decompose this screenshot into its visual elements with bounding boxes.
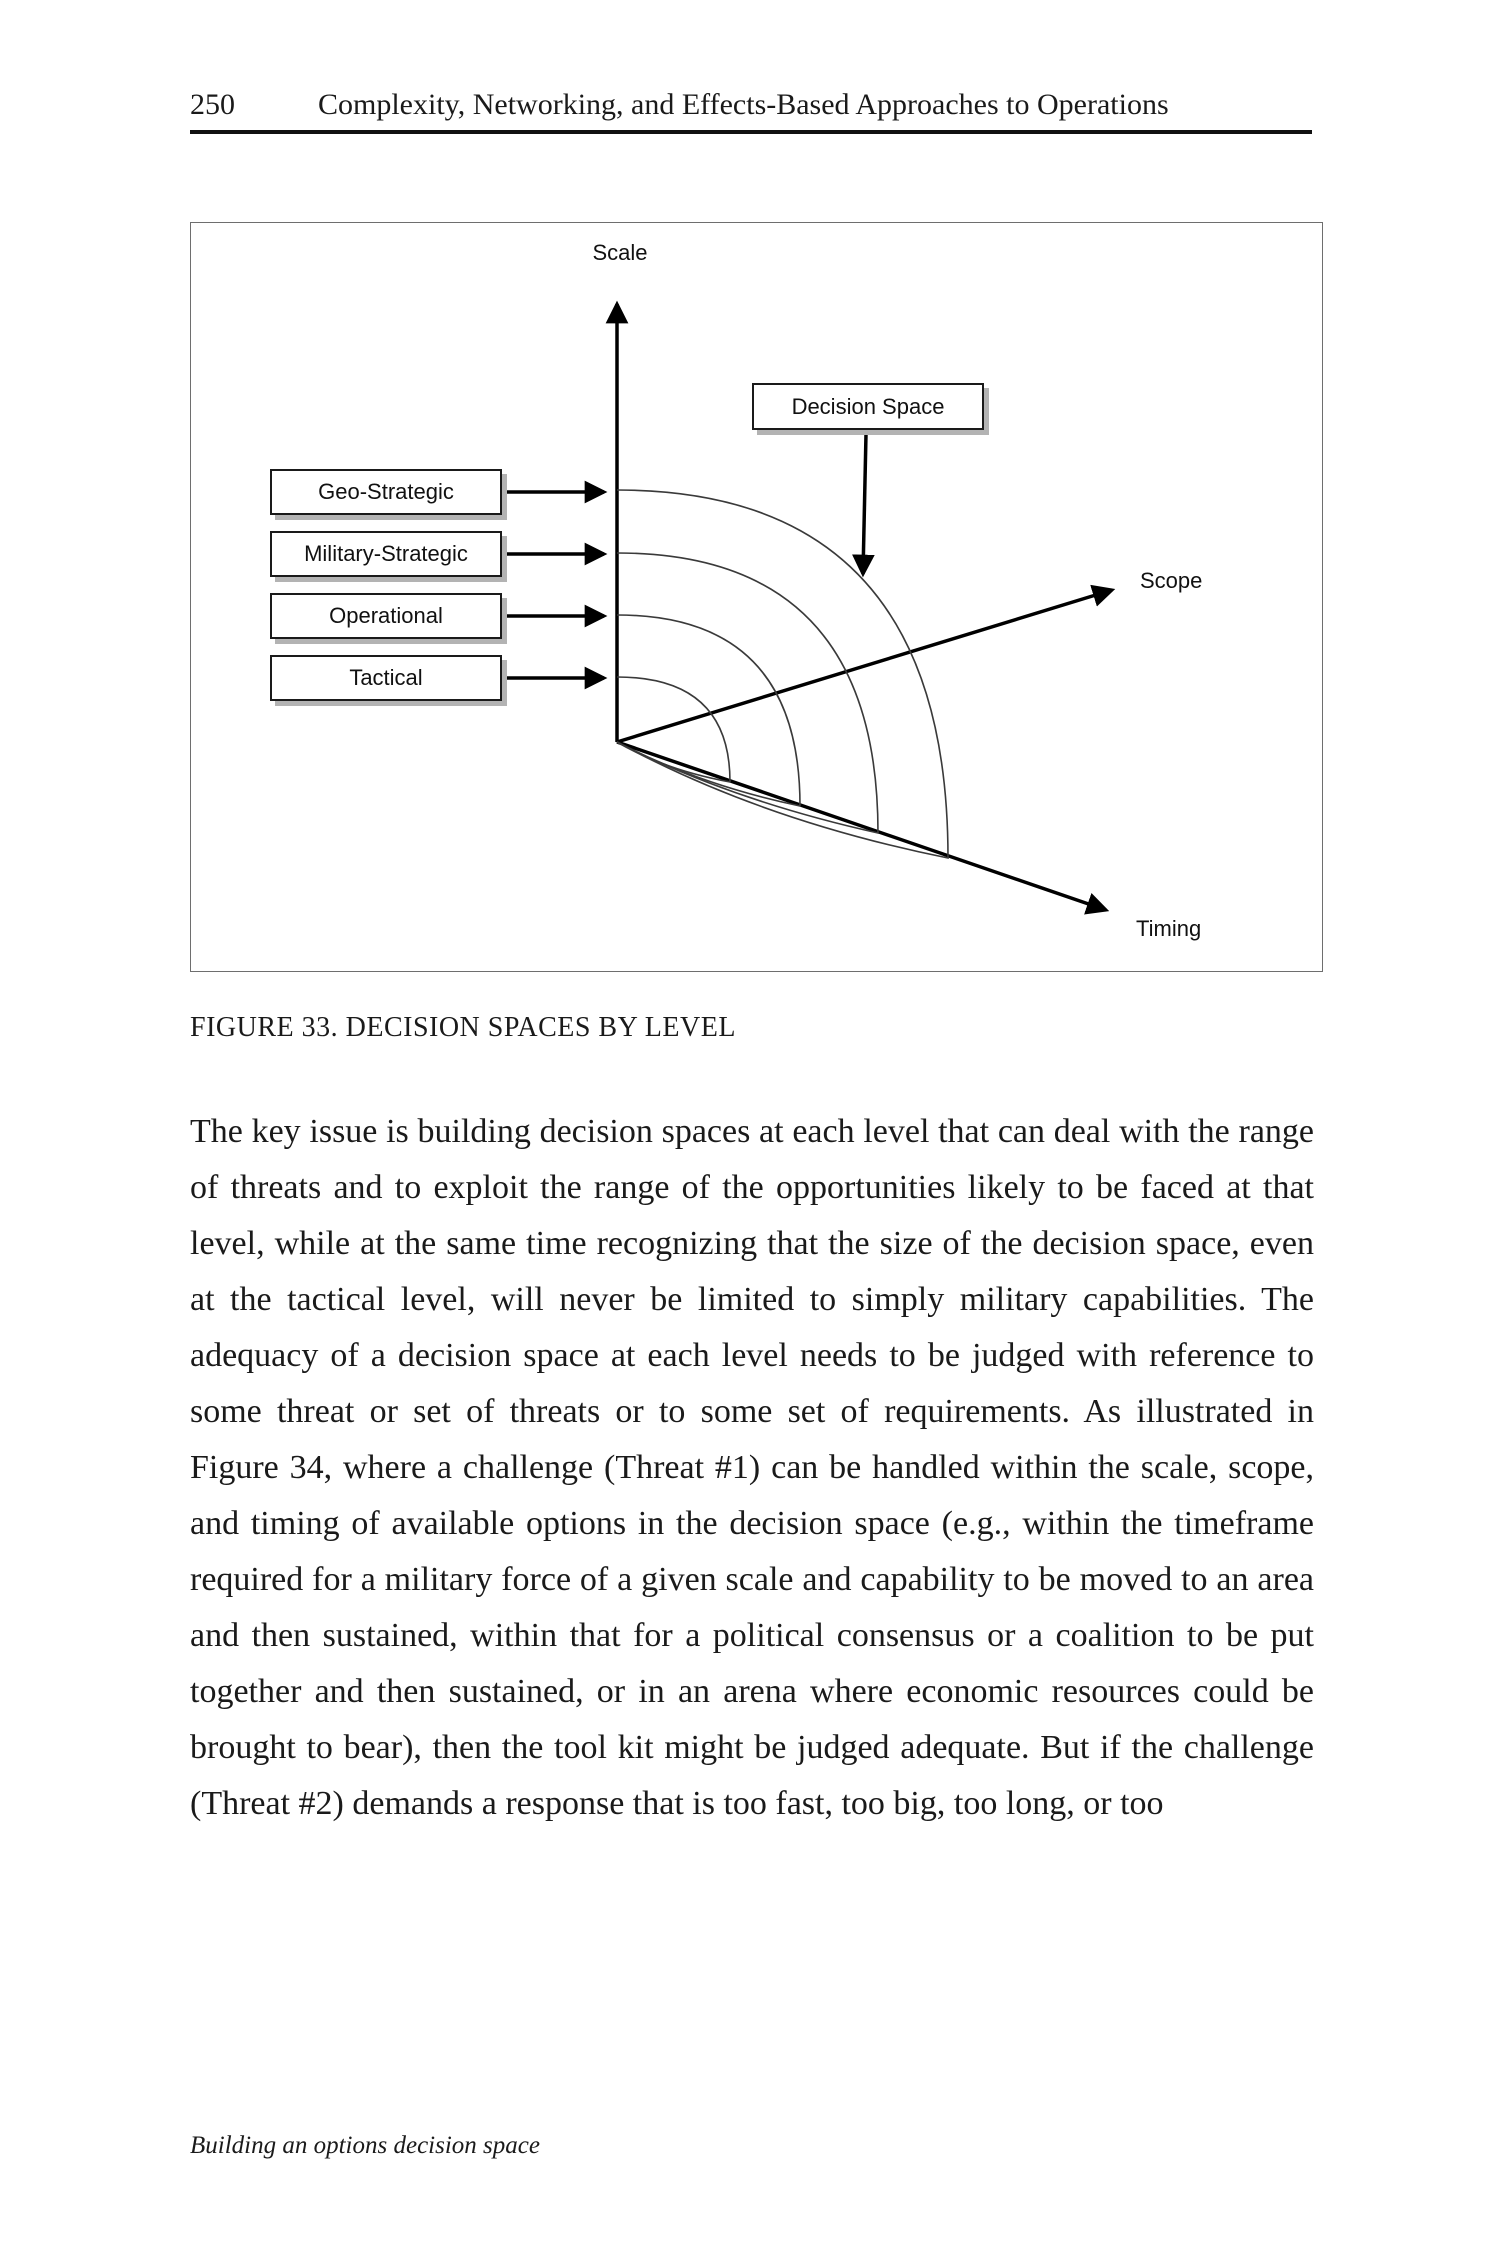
- level-box-operational: [270, 593, 502, 639]
- page-number: 250: [190, 88, 235, 121]
- decision-space-box: [752, 383, 984, 430]
- running-header-title: Complexity, Networking, and Effects-Based Approaches to Operations: [318, 88, 1169, 121]
- footer-running-note: Building an options decision space: [190, 2132, 540, 2159]
- level-label: Operational: [329, 603, 443, 628]
- timing-axis: [617, 742, 1106, 910]
- level-box-tactical: [270, 655, 502, 701]
- timing-axis-label: Timing: [1136, 916, 1202, 941]
- level-box-military-strategic: [270, 531, 502, 577]
- scale-axis-label: Scale: [592, 240, 648, 265]
- decision-shell-tactical: [617, 677, 730, 782]
- level-box-geo-strategic: [270, 469, 502, 515]
- decision-shell-military-strategic: [617, 553, 878, 833]
- level-label: Tactical: [349, 665, 423, 690]
- decision-space-label: Decision Space: [791, 393, 945, 419]
- decision-space-arrow: [863, 434, 866, 574]
- level-label: Military-Strategic: [304, 541, 468, 566]
- figure-caption: FIGURE 33. DECISION SPACES BY LEVEL: [190, 1012, 736, 1043]
- scope-axis-label: Scope: [1140, 568, 1203, 593]
- level-label: Geo-Strategic: [318, 479, 454, 504]
- header-rule: [190, 130, 1312, 134]
- body-paragraph: The key issue is building decision spaces at each level that can deal with the range of threats and to exploit the range of the opportunities likely to be faced at that level, while at the same time recognizing that the size of the decision space, even at the tactical level, will never be limited to simply military capabilities. The adequacy of a decision space at each level needs to be judged with reference to some threat or set of threats or to some set of requirements. As illustrated in Figure 34, where a challenge (Threat #1) can be handled within the scale, scope, and timing of available options in the decision space (e.g., within the timeframe required for a military force of a given scale and capability to be moved to an area and then sustained, within that for a political consensus or a coalition to be put together and then sustained, or in an arena where economic resources could be brought to bear), then the tool kit might be judged adequate. But if the challenge (Threat #2) demands a response that is too fast, too big, too long, or too: [190, 1113, 1314, 1822]
